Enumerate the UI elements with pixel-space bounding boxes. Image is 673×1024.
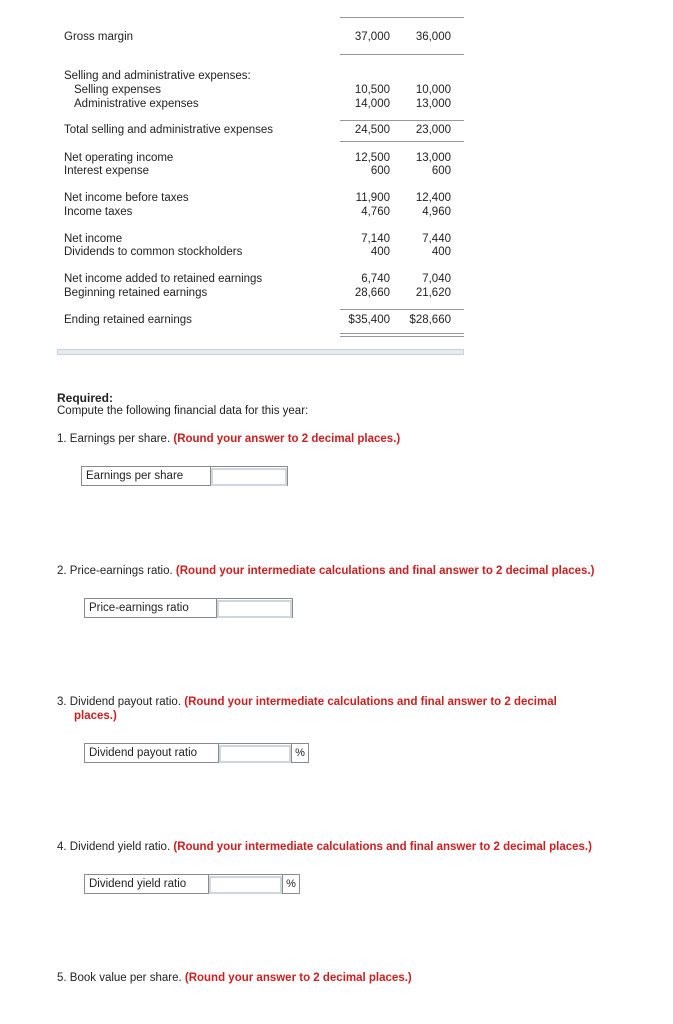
- net-operating-income-this-year: 12,500: [354, 152, 390, 164]
- gross-margin-last-year: 36,000: [415, 31, 451, 43]
- income-taxes-label: Income taxes: [64, 206, 133, 218]
- selling-expenses-last-year: 10,000: [415, 84, 451, 96]
- selling-expenses-this-year: 10,500: [354, 84, 390, 96]
- question-5-note: (Round your answer to 2 decimal places.): [184, 972, 412, 984]
- price-earnings-ratio-box: [216, 598, 293, 618]
- dividend-yield-ratio-box: [208, 874, 283, 894]
- dividend-payout-ratio-box: [218, 743, 292, 763]
- gross-margin-this-year: 37,000: [354, 31, 390, 43]
- earnings-per-share-input[interactable]: [211, 468, 287, 486]
- selling-expenses-label: Selling expenses: [74, 84, 161, 96]
- income-taxes-this-year: 4,760: [361, 206, 390, 218]
- dividend-payout-ratio-label: Dividend payout ratio: [84, 743, 219, 763]
- question-2-text: 2. Price-earnings ratio.: [57, 565, 173, 577]
- admin-expenses-label: Administrative expenses: [74, 98, 199, 110]
- question-3-note-line1: (Round your intermediate calculations and final answer to 2 decimal: [184, 696, 557, 708]
- dividend-yield-ratio-label: Dividend yield ratio: [84, 874, 209, 894]
- required-title: Required:: [57, 391, 114, 405]
- dividend-yield-percent-unit: %: [282, 874, 300, 894]
- total-sga-bottom-rule: [340, 141, 464, 142]
- net-operating-income-last-year: 13,000: [415, 152, 451, 164]
- dividends-common-this-year: 400: [370, 246, 390, 258]
- total-sga-this-year: 24,500: [354, 124, 390, 136]
- interest-expense-this-year: 600: [370, 165, 390, 177]
- ending-top-rule: [340, 309, 464, 310]
- price-earnings-ratio-label: Price-earnings ratio: [84, 598, 217, 618]
- ending-retained-this-year: $35,400: [348, 314, 390, 326]
- income-before-taxes-label: Net income before taxes: [64, 192, 189, 204]
- earnings-per-share-label: Earnings per share: [81, 466, 211, 486]
- earnings-per-share-box: [210, 466, 288, 486]
- question-2: [57, 565, 594, 577]
- interest-expense-label: Interest expense: [64, 165, 150, 177]
- table-top-rule: [340, 17, 464, 18]
- beginning-retained-label: Beginning retained earnings: [64, 287, 208, 299]
- total-sga-label: Total selling and administrative expenses: [64, 124, 274, 136]
- total-sga-last-year: 23,000: [415, 124, 451, 136]
- question-4-note: (Round your intermediate calculations and final answer to 2 decimal places.): [173, 841, 592, 853]
- added-retained-last-year: 7,040: [422, 273, 451, 285]
- dividend-payout-ratio-input[interactable]: [219, 745, 291, 763]
- ending-retained-last-year: $28,660: [409, 314, 451, 326]
- table-horizontal-scrollbar[interactable]: [57, 349, 464, 355]
- question-1-note: (Round your answer to 2 decimal places.): [173, 433, 401, 445]
- required-intro: Compute the following financial data for this year:: [57, 405, 309, 417]
- interest-expense-last-year: 600: [431, 165, 451, 177]
- net-income-last-year: 7,440: [422, 233, 451, 245]
- admin-expenses-last-year: 13,000: [415, 98, 451, 110]
- dividends-common-last-year: 400: [431, 246, 451, 258]
- gross-margin-label: Gross margin: [64, 31, 134, 43]
- beginning-retained-last-year: 21,620: [415, 287, 451, 299]
- total-sga-top-rule: [340, 120, 464, 121]
- question-3-text: 3. Dividend payout ratio.: [57, 696, 182, 708]
- question-4-text: 4. Dividend yield ratio.: [57, 841, 171, 853]
- dividend-payout-percent-unit: %: [291, 743, 309, 763]
- question-3-note-line2: places.): [74, 710, 117, 722]
- admin-expenses-this-year: 14,000: [354, 98, 390, 110]
- ending-double-rule-2: [340, 336, 464, 337]
- ending-retained-label: Ending retained earnings: [64, 314, 192, 326]
- income-before-taxes-last-year: 12,400: [415, 192, 451, 204]
- question-2-note: (Round your intermediate calculations and final answer to 2 decimal places.): [175, 565, 595, 577]
- question-1: [57, 433, 400, 445]
- net-income-label: Net income: [64, 233, 123, 245]
- gross-margin-rule: [340, 54, 464, 55]
- income-taxes-last-year: 4,960: [422, 206, 451, 218]
- dividends-common-label: Dividends to common stockholders: [64, 246, 243, 258]
- sga-header: Selling and administrative expenses:: [64, 70, 251, 82]
- added-retained-this-year: 6,740: [361, 273, 390, 285]
- net-income-this-year: 7,140: [361, 233, 390, 245]
- question-1-text: 1. Earnings per share.: [57, 433, 171, 445]
- beginning-retained-this-year: 28,660: [354, 287, 390, 299]
- question-5: [57, 972, 412, 984]
- ending-double-rule-1: [340, 333, 464, 334]
- price-earnings-ratio-input[interactable]: [217, 600, 292, 618]
- question-3: [57, 696, 557, 708]
- dividend-yield-ratio-input[interactable]: [209, 876, 282, 894]
- question-4: [57, 841, 592, 853]
- net-operating-income-label: Net operating income: [64, 152, 174, 164]
- added-retained-label: Net income added to retained earnings: [64, 273, 263, 285]
- income-before-taxes-this-year: 11,900: [355, 192, 390, 204]
- question-5-text: 5. Book value per share.: [57, 972, 182, 984]
